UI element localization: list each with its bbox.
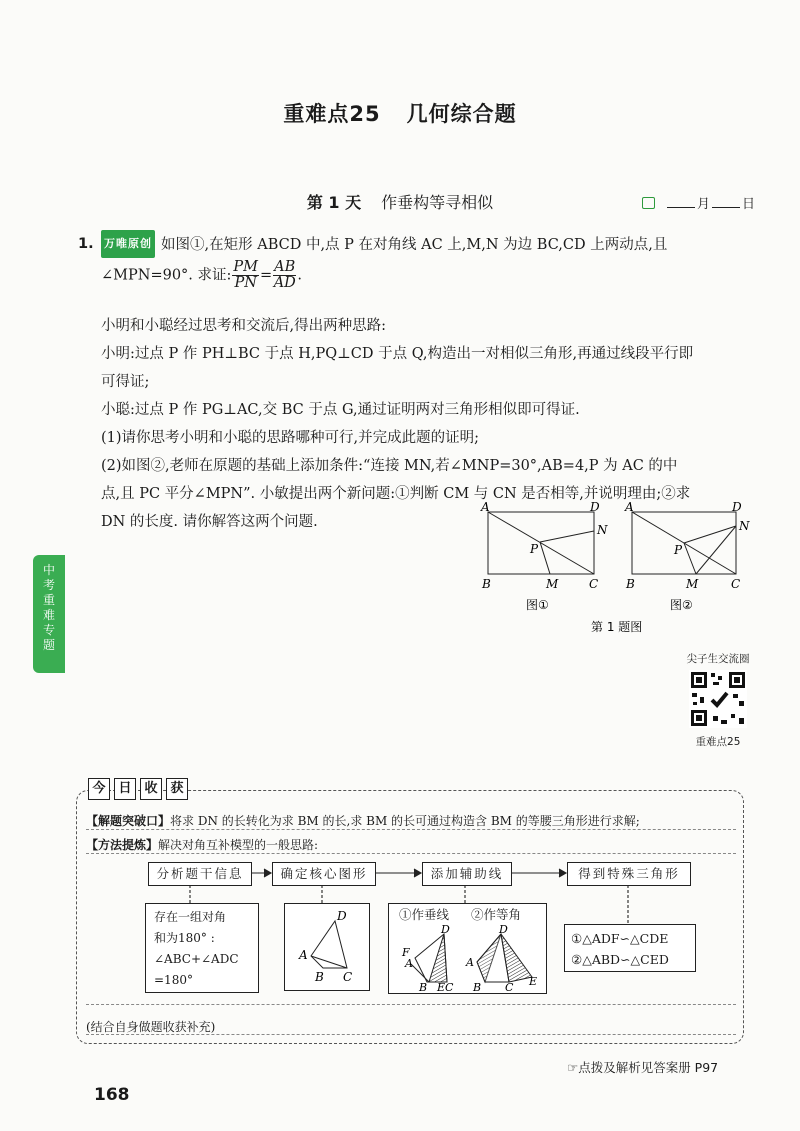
fig2-label-b: B bbox=[626, 577, 635, 591]
page-number: 168 bbox=[94, 1085, 130, 1105]
day-topic: 作垂构等寻相似 bbox=[381, 193, 494, 212]
fig2-segment-mn bbox=[696, 526, 736, 574]
flow-step-analyze: 分析题干信息 bbox=[148, 862, 252, 886]
flow-step-aux-line: 添加辅助线 bbox=[422, 862, 512, 886]
aux-option-equal-angle: ②作等角 bbox=[471, 907, 522, 922]
problem-number: 1. bbox=[78, 236, 94, 252]
svg-text:B: B bbox=[315, 970, 324, 984]
fig1-label-c: C bbox=[589, 577, 599, 591]
fig1-diagonal-ac bbox=[488, 512, 594, 574]
fig1-label-m: M bbox=[546, 577, 559, 591]
svg-text:F: F bbox=[402, 946, 410, 959]
day-field-label: 日 bbox=[742, 197, 756, 212]
title-label: 重难点25 bbox=[283, 102, 381, 126]
fig2-label-m: M bbox=[686, 577, 699, 591]
fig1-label-a: A bbox=[481, 500, 490, 514]
result-1: ①△ADF∽△CDE bbox=[571, 931, 669, 946]
problem-line-8: (2)如图②,老师在原题的基础上添加条件:“连接 MN,若∠MNP=30°,AB=4,P 为 AC 的中 bbox=[101, 458, 678, 474]
panel-aux-lines bbox=[388, 903, 547, 994]
result-2: ②△ABD∽△CED bbox=[571, 952, 669, 967]
fig2-label-p: P bbox=[674, 543, 683, 557]
svg-text:C: C bbox=[343, 970, 353, 984]
svg-text:EC: EC bbox=[437, 981, 454, 993]
flow-step-core-figure: 确定核心图形 bbox=[272, 862, 376, 886]
fig2-label-n: N bbox=[739, 519, 750, 533]
svg-text:A: A bbox=[466, 956, 474, 969]
month-label: 月 bbox=[697, 197, 711, 212]
day-label: 第 1 天 bbox=[306, 193, 362, 212]
problem-line-2: ∠MPN=90°. 求证: $\frac{PM}{PN}$ = $\frac{AB}{AD}$ . bbox=[101, 259, 302, 291]
svg-text:B: B bbox=[419, 981, 428, 993]
breakthrough-line: 【解题突破口】将求 DN 的长转化为求 BM 的长,求 BM 的长可通过构造含 BM 的等腰三角形进行求解; bbox=[86, 814, 640, 828]
svg-text:A: A bbox=[405, 957, 413, 970]
qr-bottom-text: 重难点25 bbox=[695, 736, 741, 748]
svg-text:E: E bbox=[529, 975, 538, 988]
fig2-label-c: C bbox=[731, 577, 741, 591]
qr-code-icon[interactable] bbox=[689, 670, 747, 728]
svg-text:D: D bbox=[441, 923, 450, 936]
svg-text:D: D bbox=[499, 923, 508, 936]
summary-note: (结合自身做题收获补充) bbox=[86, 1020, 216, 1034]
fig1-label-p: P bbox=[530, 542, 539, 556]
fig2-label-d: D bbox=[732, 500, 742, 514]
panel-core-figure bbox=[284, 903, 370, 991]
answer-reference[interactable]: ☞点拨及解析见答案册 P97 bbox=[567, 1060, 719, 1075]
problem-line-3: 小明和小聪经过思考和交流后,得出两种思路: bbox=[101, 318, 386, 334]
panel-info: 存在一组对角 和为180° : ∠ABC+∠ADC =180° bbox=[145, 903, 259, 993]
original-badge: 万唯原创 bbox=[101, 230, 155, 258]
problem-line-9: 点,且 PC 平分∠MPN”. 小敏提出两个新问题:①判断 CM 与 CN 是否相等,并说明理由;②求 bbox=[101, 486, 691, 502]
date-box[interactable] bbox=[642, 193, 755, 212]
summary-title: 今 日 收 获 bbox=[88, 777, 192, 800]
fig2-segment-pn bbox=[684, 526, 736, 543]
method-line: 【方法提炼】解决对角互补模型的一般思路: bbox=[86, 838, 319, 852]
problem-line-7: (1)请你思考小明和小聪的思路哪种可行,并完成此题的证明; bbox=[101, 430, 480, 446]
fig1-segment-pn bbox=[540, 531, 594, 542]
fig2-segment-pm bbox=[684, 543, 696, 574]
title-name: 几何综合题 bbox=[406, 102, 517, 126]
figure-2 bbox=[624, 500, 750, 591]
flow-step-special-triangle: 得到特殊三角形 bbox=[567, 862, 691, 886]
svg-text:B: B bbox=[473, 981, 482, 993]
side-tab-category[interactable]: 中 考 重 难 专 题 bbox=[33, 555, 65, 673]
problem-line-5: 可得证; bbox=[101, 374, 150, 390]
fraction-pm-pn: $\frac{PM}{PN}$ bbox=[233, 259, 259, 291]
aux-option-perpendicular: ①作垂线 bbox=[399, 907, 450, 922]
svg-text:D: D bbox=[337, 909, 347, 923]
svg-text:C: C bbox=[505, 981, 514, 993]
problem-line-4: 小明:过点 P 作 PH⊥BC 于点 H,PQ⊥CD 于点 Q,构造出一对相似三角形,再通过线段平行即 bbox=[101, 346, 694, 362]
fig1-caption: 图① bbox=[526, 598, 549, 612]
fig1-label-d: D bbox=[590, 500, 600, 514]
problem-line-1: 万唯原创 如图①,在矩形 ABCD 中,点 P 在对角线 AC 上,M,N 为边 BC,CD 上两动点,且 bbox=[101, 230, 667, 259]
fig1-label-n: N bbox=[597, 523, 608, 537]
svg-text:A: A bbox=[299, 948, 308, 962]
fig1-segment-pm bbox=[540, 542, 550, 574]
calendar-icon bbox=[642, 197, 655, 209]
panel-results bbox=[564, 924, 696, 972]
figure-group-caption: 第 1 题图 bbox=[591, 620, 643, 634]
fig1-label-b: B bbox=[482, 577, 491, 591]
page-title bbox=[0, 98, 800, 128]
fig2-caption: 图② bbox=[670, 598, 693, 612]
fig2-label-a: A bbox=[625, 500, 634, 514]
problem-line-6: 小聪:过点 P 作 PG⊥AC,交 BC 于点 G,通过证明两对三角形相似即可得证. bbox=[101, 402, 580, 418]
figure-1 bbox=[480, 500, 608, 591]
fraction-ab-ad: $\frac{AB}{AD}$ bbox=[273, 259, 296, 291]
qr-top-text: 尖子生交流圈 bbox=[686, 653, 750, 665]
qr-area[interactable] bbox=[676, 651, 760, 749]
problem-figures bbox=[470, 498, 770, 638]
problem-line-10: DN 的长度. 请你解答这两个问题. bbox=[101, 514, 318, 530]
